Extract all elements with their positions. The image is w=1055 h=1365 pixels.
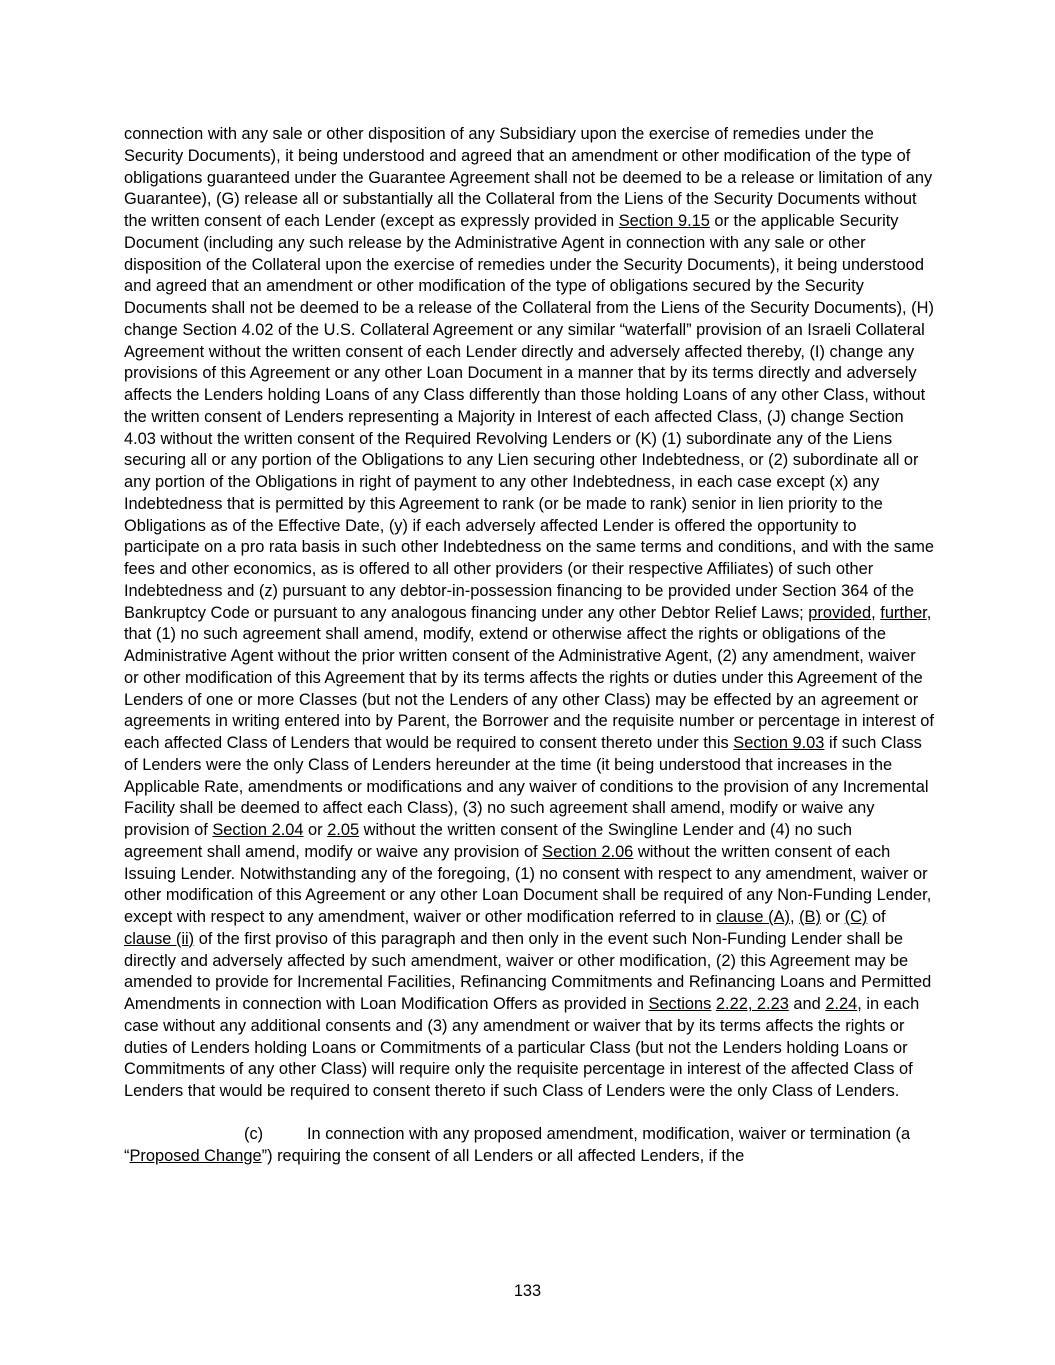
text-run: , that (1) no such agreement shall amend, modify, extend or otherwise affect the rights or obligations of the Administrative Agent without the prior written consent of the Administrative Agent, (2) any amendment, waiver or other modification of this Agreement that by its terms affects the rights or duties under this Agreement of the Lenders of one or more Classes (but not the Lenders of any other Class) may be effected by an agreement or agreements in writing entered into by Parent, the Borrower and the requisite number or percentage in interest of each affected Class of Lenders that would be required to consent thereto under this <box>124 603 934 752</box>
paragraph-c <box>124 1124 934 1168</box>
section-reference: 2.05 <box>327 821 360 839</box>
text-run: or the applicable Security Document (including any such release by the Administrative Agent in connection with any sale or other disposition of the Collateral upon the exercise of remedies under the Security Documents), it being understood and agreed that an amendment or other modification of the type of obligations secured by the Security Documents shall not be deemed to be a release of the Collateral from the Liens of the Security Documents), (H) change Section 4.02 of the U.S. Collateral Agreement or any similar “waterfall” provision of an Israeli Collateral Agreement without the written consent of each Lender directly and adversely affected thereby, (I) change any provisions of this Agreement or any other Loan Document in a manner that by its terms directly and adversely affects the Lenders holding Loans of any Class differently than those holding Loans of any other Class, without the written consent of Lenders representing a Majority in Interest of each affected Class, (J) change Section 4.03 without the written consent of the Required Revolving Lenders or (K) (1) subordinate any of the Liens securing all or any portion of the Obligations to any Lien securing other Indebtedness, or (2) subordinate all or any portion of the Obligations in right of payment to any other Indebtedness, in each case except (x) any Indebtedness that is permitted by this Agreement to rank (or be made to rank) senior in lien priority to the Obligations as of the Effective Date, (y) if each adversely affected Lender is offered the opportunity to participate on a pro rata basis in such other Indebtedness on the same terms and conditions, and with the same fees and other economics, as is offered to all other providers (or their respective Affiliates) of such other Indebtedness and (z) pursuant to any debtor-in-possession financing to be provided under Section 364 of the Bankruptcy Code or pursuant to any analogous financing under any other Debtor Relief Laws; <box>124 212 934 622</box>
page-number: 133 <box>513 1282 542 1300</box>
text-run: connection with any sale or other disposition of any Subsidiary upon the exercise of remedies under the Security Documents), it being understood and agreed that an amendment or other modification of the type of obligations guaranteed under the Guarantee Agreement shall not be deemed to be a release or limitation of any Guarantee), (G) release all or substantially all the Collateral from the Liens of the Security Documents without the written consent of each Lender (except as expressly provided in <box>124 125 933 230</box>
clause-reference: clause (ii) <box>124 929 195 948</box>
defined-term-provided: provided <box>808 603 872 622</box>
section-reference: Sections <box>648 995 712 1013</box>
text-run: of <box>867 908 886 926</box>
clause-reference: (B) <box>799 908 821 926</box>
paragraph-continuation <box>124 124 934 1103</box>
text-run: without the written consent of each Issuing Lender. Notwithstanding any of the foregoing, (1) no consent with respect to any amendment, waiver or other modification of this Agreement or any other Loan Document shall be required of any Non-Funding Lender, except with respect to any amendment, waiver or other modification referred to in <box>124 842 932 926</box>
text-run: or <box>820 908 845 926</box>
section-reference: Section 2.06 <box>542 842 634 861</box>
section-reference: Section 9.03 <box>733 734 825 752</box>
section-reference: 2.22, 2.23 <box>715 995 789 1013</box>
text-run: In connection with any proposed amendment, modification, waiver or termination (a “ <box>124 1124 911 1165</box>
clause-reference: clause (A) <box>716 908 790 926</box>
text-run: , <box>789 908 800 926</box>
section-reference: 2.24 <box>825 995 858 1013</box>
defined-term-further: further <box>880 603 927 622</box>
text-run: , <box>871 603 881 622</box>
text-run: ”) requiring the consent of all Lenders or all affected Lenders, if the <box>261 1146 745 1165</box>
section-reference: Section 9.15 <box>618 212 710 230</box>
document-page <box>124 124 934 1167</box>
text-run: without the written consent of the Swingline Lender and (4) no such agreement shall amend, modify or waive any provision of <box>124 821 853 861</box>
text-run: or <box>303 821 328 839</box>
text-run: and <box>788 995 826 1013</box>
text-run: , in each case without any additional consents and (3) any amendment or waiver that by its terms affects the rights or duties of Lenders holding Loans or Commitments of a particular Class (but not the Lenders holding Loans or Commitments of any other Class) will require only the requisite percentage in interest of the affected Class of Lenders that would be required to consent thereto if such Class of Lenders were the only Class of Lenders. <box>124 995 920 1100</box>
clause-label: (c) <box>244 1124 264 1143</box>
defined-term-proposed-change: Proposed Change <box>129 1146 262 1165</box>
section-reference: Section 2.04 <box>212 821 304 839</box>
text-run: if such Class of Lenders were the only Class of Lenders hereunder at the time (it being understood that increases in the Applicable Rate, amendments or modifications and any waiver of conditions to the provision of any Incremental Facility shall be deemed to affect each Class), (3) no such agreement shall amend, modify or waive any provision of <box>124 734 929 839</box>
text-run: of the first proviso of this paragraph and then only in the event such Non-Funding Lender shall be directly and adversely affected by such amendment, waiver or other modification, (2) this Agreement may be amended to provide for Incremental Facilities, Refinancing Commitments and Refinancing Loans and Permitted Amendments in connection with Loan Modification Offers as provided in <box>124 929 932 1013</box>
clause-reference: (C) <box>844 908 868 926</box>
